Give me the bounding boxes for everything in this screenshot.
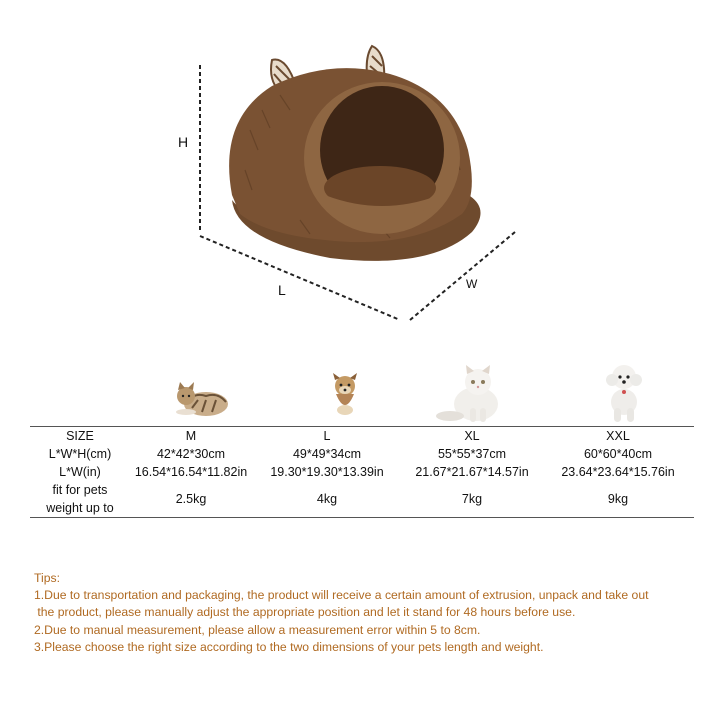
in-cell: 23.64*23.64*15.76in [561, 465, 675, 479]
row-label [30, 481, 130, 517]
in-cell: 19.30*19.30*13.39in [270, 465, 384, 479]
in-cell: 16.54*16.54*11.82in [134, 465, 248, 479]
yorkie-puppy-icon [328, 372, 362, 418]
tip-line: 1.Due to transportation and packaging, the product will receive a certain amount of extrusion, unpack and take out [34, 588, 649, 603]
row-label: L*W(in) [59, 465, 101, 479]
size-cell: XL [464, 429, 480, 443]
size-cell: XXL [606, 429, 630, 443]
weight-cell: 2.5kg [175, 492, 207, 506]
tips-section [34, 570, 714, 656]
table-row-cm [30, 445, 694, 463]
row-label: SIZE [66, 429, 94, 443]
tips-heading: Tips: [34, 571, 60, 585]
cm-cell: 55*55*37cm [437, 447, 507, 461]
persian-cat-icon [436, 364, 504, 424]
in-cell: 21.67*21.67*14.57in [415, 465, 529, 479]
table-bottom-rule [30, 517, 694, 518]
row-label: L*W*H(cm) [48, 447, 112, 461]
weight-cell: 4kg [316, 492, 338, 506]
tabby-cat-icon [172, 374, 232, 422]
table-row-weight [30, 481, 694, 517]
pet-bed-illustration [0, 0, 720, 340]
tip-line: the product, please manually adjust the appropriate position and let it stand for 48 hours before use. [34, 605, 576, 620]
weight-label-line2: weight up to [46, 501, 114, 515]
weight-cell: 9kg [607, 492, 629, 506]
size-table [30, 427, 694, 517]
weight-cell: 7kg [461, 492, 483, 506]
tip-line: 3.Please choose the right size according to the two dimensions of your pets length and weight. [34, 639, 544, 654]
height-label: H [178, 134, 189, 150]
table-row-size [30, 427, 694, 445]
tip-line: 2.Due to manual measurement, please allow a measurement error within 5 to 8cm. [34, 622, 481, 637]
width-label: W [466, 277, 478, 291]
weight-label-line1: fit for pets [52, 483, 108, 497]
length-label: L [278, 282, 286, 298]
size-cell: L [323, 429, 331, 443]
table-row-in [30, 463, 694, 481]
poodle-icon [600, 362, 648, 424]
size-cell: M [185, 429, 197, 443]
cm-cell: 42*42*30cm [156, 447, 226, 461]
cm-cell: 60*60*40cm [583, 447, 653, 461]
cm-cell: 49*49*34cm [292, 447, 362, 461]
